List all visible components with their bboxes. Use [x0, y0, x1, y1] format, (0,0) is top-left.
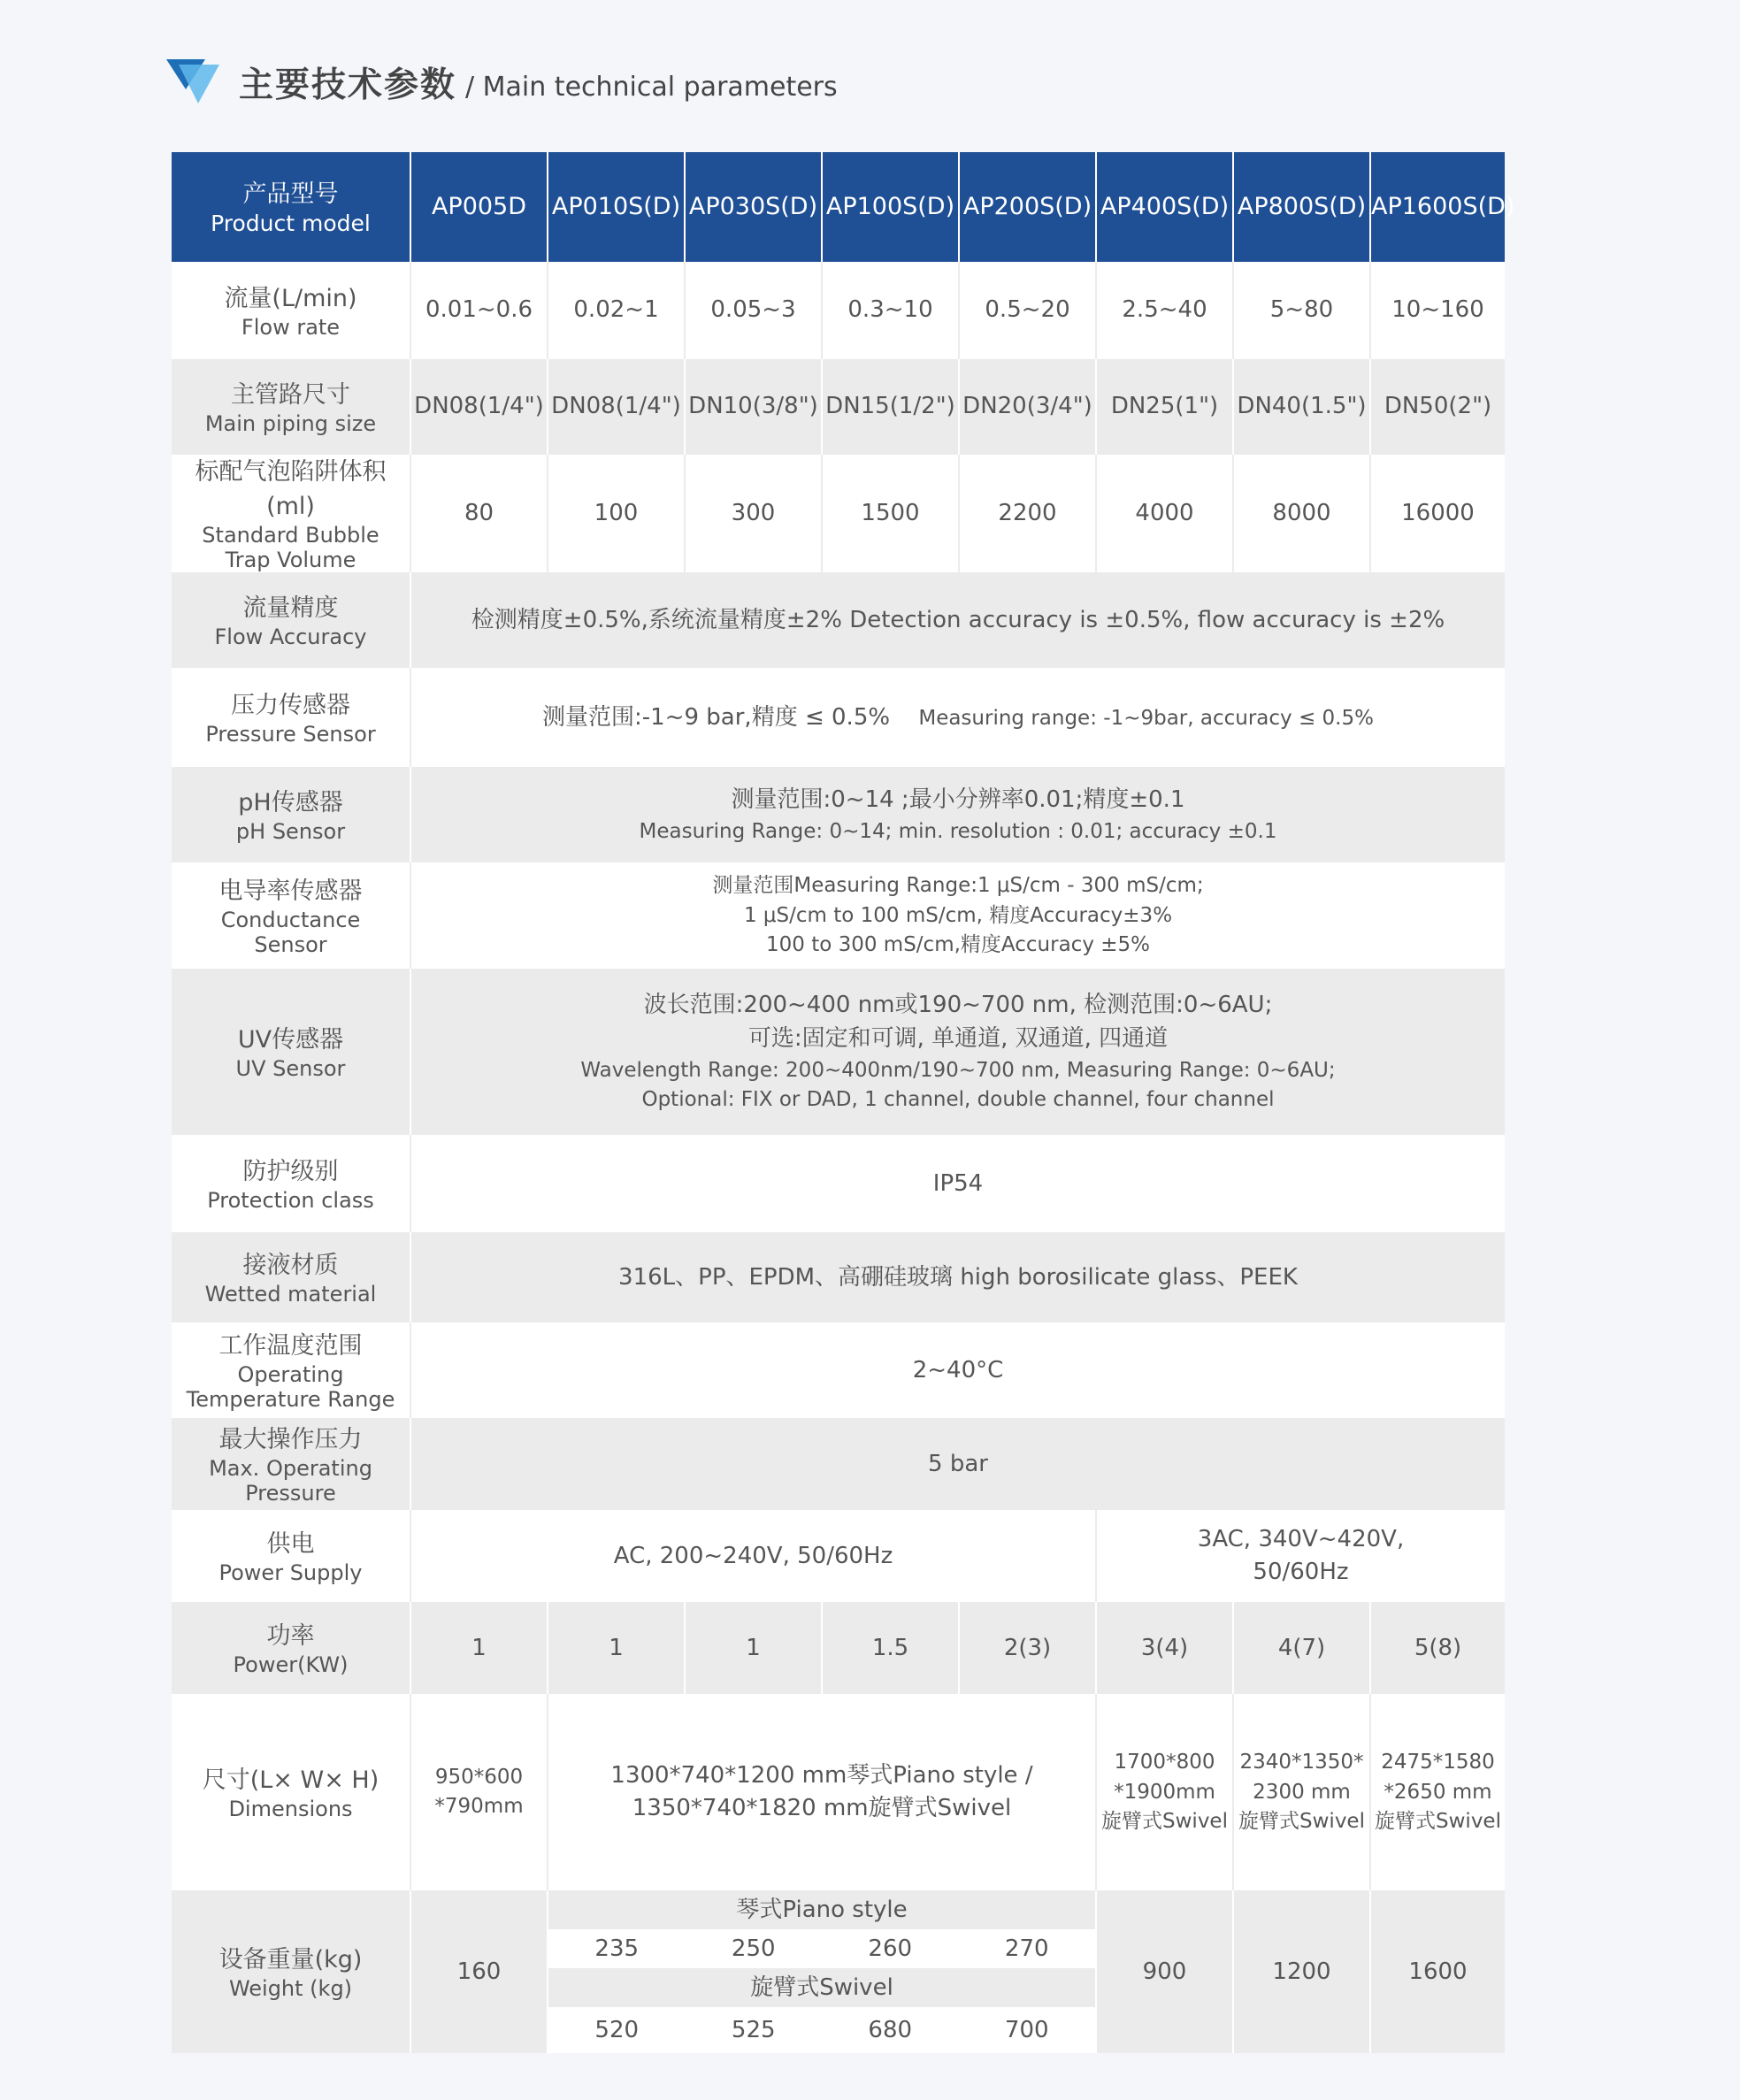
- value-en: Measuring range: -1~9bar, accuracy ≤ 0.5%: [918, 706, 1374, 730]
- label-en: Operating: [237, 1362, 344, 1388]
- row-label: [172, 767, 410, 862]
- label-en: Flow Accuracy: [214, 625, 367, 650]
- wetted-row: [172, 1232, 1505, 1322]
- table-cell: 900: [1096, 1890, 1233, 2053]
- value-line: 3AC, 340V~420V,: [1197, 1525, 1405, 1552]
- model-label-cell: [172, 152, 410, 262]
- table-cell: DN40(1.5"): [1233, 359, 1370, 455]
- value-line: 旋臂式Swivel: [1238, 1810, 1365, 1834]
- row-label: [172, 1694, 410, 1890]
- row-label: [172, 1135, 410, 1232]
- label-en: Trap Volume: [225, 547, 356, 572]
- table-cell: 1: [685, 1602, 822, 1694]
- table-cell: [410, 1694, 548, 1890]
- row-label: [172, 1510, 410, 1602]
- table-cell: 10~160: [1370, 262, 1505, 359]
- table-cell: 1: [548, 1602, 685, 1694]
- table-header-row: [172, 152, 1505, 262]
- value-line: 1 μS/cm to 100 mS/cm, 精度Accuracy±3%: [743, 903, 1173, 927]
- label-cn: 主管路尺寸: [231, 380, 350, 409]
- label-en: UV Sensor: [235, 1056, 346, 1082]
- table-cell: 300: [685, 455, 822, 572]
- table-cell: 0.3~10: [822, 262, 959, 359]
- value-line: 测量范围Measuring Range:1 μS/cm - 300 mS/cm;: [712, 874, 1204, 898]
- label-cn: UV传感器: [237, 1026, 344, 1054]
- max-pressure-row: [172, 1418, 1505, 1510]
- table-cell: 316L、PP、EPDM、高硼硅玻璃 high borosilicate glass、PEEK: [410, 1232, 1505, 1322]
- value-line: Optional: FIX or DAD, 1 channel, double channel, four channel: [641, 1088, 1275, 1112]
- table-cell: 160: [410, 1890, 548, 2053]
- table-cell: 1500: [822, 455, 959, 572]
- conductance-sensor-row: [172, 862, 1505, 969]
- ph-sensor-row: [172, 767, 1505, 862]
- parameters-table: [172, 152, 1515, 2053]
- label-en: Main piping size: [204, 410, 377, 436]
- table-cell: [410, 862, 1505, 969]
- model-header: AP1600S(D): [1370, 152, 1505, 262]
- row-label: [172, 262, 410, 359]
- table-cell: [1096, 1694, 1233, 1890]
- table-cell: DN20(3/4"): [959, 359, 1096, 455]
- weight-subtable-cell: [548, 1890, 1096, 2053]
- model-header: AP030S(D): [685, 152, 822, 262]
- value-line: 旋臂式Swivel: [1101, 1810, 1228, 1834]
- table-cell: 680: [822, 2007, 959, 2053]
- table-cell: AC, 200~240V, 50/60Hz: [410, 1510, 1096, 1602]
- label-en: Protection class: [207, 1188, 374, 1214]
- row-label: [172, 862, 410, 969]
- table-cell: 235: [548, 1929, 686, 1968]
- model-header: AP100S(D): [822, 152, 959, 262]
- table-cell: 1.5: [822, 1602, 959, 1694]
- label-cn: 尺寸(L× W× H): [202, 1767, 379, 1795]
- table-cell: 0.01~0.6: [410, 262, 548, 359]
- row-label: [172, 969, 410, 1135]
- row-label: [172, 1322, 410, 1418]
- table-cell: [410, 668, 1505, 767]
- table-cell: 4000: [1096, 455, 1233, 572]
- swivel-label: 旋臂式Swivel: [548, 1968, 1095, 2007]
- pressure-sensor-row: [172, 668, 1505, 767]
- row-label: [172, 1890, 410, 2053]
- model-header: AP800S(D): [1233, 152, 1370, 262]
- table-cell: DN25(1"): [1096, 359, 1233, 455]
- value-line: 100 to 300 mS/cm,精度Accuracy ±5%: [765, 933, 1150, 957]
- dimensions-row: [172, 1694, 1505, 1890]
- label-en: Standard Bubble: [202, 523, 379, 548]
- label-en: Power Supply: [218, 1560, 363, 1586]
- label-cn: 设备重量(kg): [218, 1946, 363, 1974]
- table-cell: 2.5~40: [1096, 262, 1233, 359]
- protection-row: [172, 1135, 1505, 1232]
- table-cell: 0.05~3: [685, 262, 822, 359]
- value-line: 50/60Hz: [1253, 1559, 1349, 1586]
- table-cell: [1370, 1694, 1505, 1890]
- label-en: Temperature Range: [186, 1387, 395, 1413]
- row-label: [172, 1602, 410, 1694]
- model-header: AP005D: [410, 152, 548, 262]
- table-cell: 8000: [1233, 455, 1370, 572]
- table-cell: 525: [686, 2007, 823, 2053]
- label-en: Pressure: [245, 1481, 336, 1506]
- value-line: Measuring Range: 0~14; min. resolution : 0.01; accuracy ±0.1: [639, 819, 1277, 843]
- table-cell: DN10(3/8"): [685, 359, 822, 455]
- temperature-row: [172, 1322, 1505, 1418]
- table-cell: 260: [822, 1929, 959, 1968]
- table-cell: 700: [959, 2007, 1096, 2053]
- power-supply-row: [172, 1510, 1505, 1602]
- value-line: *1900mm: [1114, 1780, 1215, 1804]
- value-line: 可选:固定和可调, 单通道, 双通道, 四通道: [747, 1025, 1169, 1053]
- table-cell: 5 bar: [410, 1418, 1505, 1510]
- table-cell: 1: [410, 1602, 548, 1694]
- table-cell: 270: [959, 1929, 1096, 1968]
- table-cell: DN08(1/4"): [410, 359, 548, 455]
- label-cn: 流量(L/min): [224, 284, 357, 312]
- model-header: AP400S(D): [1096, 152, 1233, 262]
- table-cell: [410, 969, 1505, 1135]
- table-cell: 4(7): [1233, 1602, 1370, 1694]
- row-label: [172, 359, 410, 455]
- model-label-cn: 产品型号: [242, 180, 339, 209]
- table-cell: 5(8): [1370, 1602, 1505, 1694]
- triangle-logo-icon: [165, 54, 221, 111]
- value-line: 波长范围:200~400 nm或190~700 nm, 检测范围:0~6AU;: [643, 992, 1273, 1019]
- value-line: 950*600: [434, 1766, 524, 1790]
- label-cn: 防护级别: [242, 1158, 339, 1186]
- row-label: [172, 668, 410, 767]
- label-cn: 接液材质: [242, 1252, 339, 1280]
- table-cell: [1096, 1510, 1505, 1602]
- table-cell: 2(3): [959, 1602, 1096, 1694]
- row-label: [172, 1232, 410, 1322]
- title-cn: 主要技术参数: [239, 65, 457, 105]
- value-line: 2340*1350*: [1239, 1751, 1364, 1774]
- table-cell: 80: [410, 455, 548, 572]
- section-header: [165, 51, 838, 113]
- piping-row: [172, 359, 1505, 455]
- table-cell: [410, 767, 1505, 862]
- value-cn: 测量范围:-1~9 bar,精度 ≤ 0.5%: [542, 703, 891, 731]
- model-header: AP200S(D): [959, 152, 1096, 262]
- label-en: Sensor: [254, 932, 327, 958]
- label-en: Wetted material: [204, 1282, 377, 1307]
- flow-accuracy-row: [172, 572, 1505, 668]
- value-line: 旋臂式Swivel: [1375, 1810, 1501, 1834]
- table-cell: 5~80: [1233, 262, 1370, 359]
- label-cn: 压力传感器: [231, 692, 350, 720]
- label-en: Max. Operating: [209, 1456, 372, 1482]
- label-cn: 工作温度范围: [218, 1332, 363, 1360]
- value-line: 2475*1580: [1381, 1751, 1495, 1774]
- piano-style-label: 琴式Piano style: [548, 1890, 1095, 1929]
- table-cell: 0.02~1: [548, 262, 685, 359]
- label-en: Weight (kg): [228, 1976, 353, 2002]
- table-cell: 0.5~20: [959, 262, 1096, 359]
- value-line: 测量范围:0~14 ;最小分辨率0.01;精度±0.1: [731, 786, 1185, 813]
- table-cell: DN50(2"): [1370, 359, 1505, 455]
- weight-subtable: [548, 1890, 1095, 2053]
- table-cell: DN15(1/2"): [822, 359, 959, 455]
- table-cell: 100: [548, 455, 685, 572]
- value-line: 1300*740*1200 mm琴式Piano style /: [610, 1761, 1033, 1789]
- table-cell: 3(4): [1096, 1602, 1233, 1694]
- label-cn: 最大操作压力: [218, 1426, 363, 1454]
- model-header: AP010S(D): [548, 152, 685, 262]
- table-cell: 1600: [1370, 1890, 1505, 2053]
- table-cell: [548, 1694, 1096, 1890]
- value-line: *790mm: [434, 1795, 524, 1819]
- label-cn: 电导率传感器: [218, 878, 363, 906]
- model-label-en: Product model: [211, 211, 371, 237]
- weight-row: [172, 1890, 1505, 2053]
- table-cell: 1200: [1233, 1890, 1370, 2053]
- value-line: 2300 mm: [1253, 1780, 1351, 1804]
- table-cell: IP54: [410, 1135, 1505, 1232]
- table-cell: 2~40°C: [410, 1322, 1505, 1418]
- value-line: 1700*800: [1114, 1751, 1215, 1774]
- label-cn: 流量精度: [242, 594, 339, 623]
- table-cell: 520: [548, 2007, 686, 2053]
- label-en: Flow rate: [241, 314, 341, 340]
- label-en: Conductance: [220, 908, 361, 933]
- uv-sensor-row: [172, 969, 1505, 1135]
- row-label: [172, 455, 410, 572]
- label-en: Power(KW): [233, 1652, 349, 1678]
- value-line: Wavelength Range: 200~400nm/190~700 nm, Measuring Range: 0~6AU;: [580, 1058, 1336, 1082]
- label-cn: 标配气泡陷阱体积(ml): [195, 458, 387, 521]
- table-cell: [1233, 1694, 1370, 1890]
- table-cell: 16000: [1370, 455, 1505, 572]
- row-label: [172, 1418, 410, 1510]
- title-en: / Main technical parameters: [465, 71, 838, 103]
- label-en: pH Sensor: [235, 819, 346, 845]
- table-cell: 2200: [959, 455, 1096, 572]
- label-en: Dimensions: [228, 1797, 353, 1822]
- label-cn: pH传感器: [238, 789, 343, 817]
- table-cell: DN08(1/4"): [548, 359, 685, 455]
- row-label: [172, 572, 410, 668]
- bubble-trap-row: [172, 455, 1505, 572]
- label-cn: 功率: [266, 1622, 315, 1651]
- value-line: 1350*740*1820 mm旋臂式Swivel: [632, 1795, 1012, 1822]
- label-cn: 供电: [266, 1530, 315, 1559]
- flow-rate-row: [172, 262, 1505, 359]
- power-row: [172, 1602, 1505, 1694]
- table-cell: 检测精度±0.5%,系统流量精度±2% Detection accuracy is ±0.5%, flow accuracy is ±2%: [410, 572, 1505, 668]
- value-line: *2650 mm: [1384, 1780, 1492, 1804]
- table-cell: 250: [686, 1929, 823, 1968]
- label-en: Pressure Sensor: [205, 722, 376, 747]
